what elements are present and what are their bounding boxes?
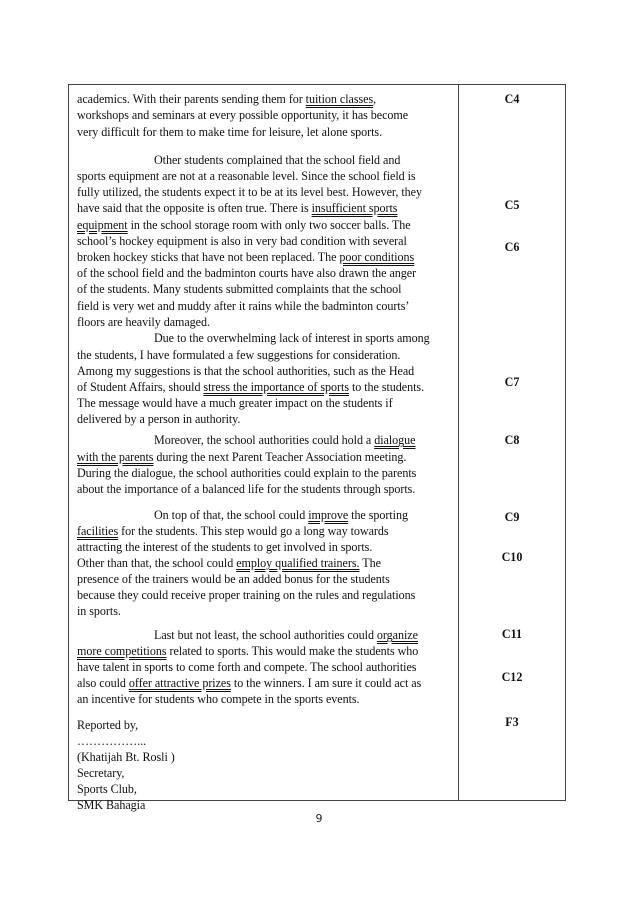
- criteria-code: F3: [505, 715, 519, 729]
- underlined-key-phrase: tuition classes: [305, 92, 374, 106]
- criteria-code: C4: [504, 92, 520, 106]
- text-line: [154, 330, 430, 346]
- text-line: [77, 749, 175, 765]
- text-line: [77, 691, 360, 707]
- text-segment: academics. With their parents sending them for: [77, 92, 306, 106]
- text-segment: in sports.: [77, 604, 121, 618]
- criteria-code: C11: [501, 627, 523, 641]
- text-line: [77, 200, 397, 216]
- marking-table: [68, 84, 566, 812]
- text-segment: have said that the opposite is often true. There is: [77, 201, 312, 215]
- text-segment: school’s hockey equipment is also in very bad condition with several: [77, 234, 407, 248]
- text-line: [154, 507, 408, 523]
- text-segment: Reported by,: [77, 718, 139, 732]
- text-line: [77, 314, 210, 330]
- text-segment: the students, I have formulated a few suggestions for consideration.: [77, 348, 401, 362]
- text-segment: Other students complained that the school field and: [154, 153, 401, 167]
- underlined-key-phrase: dialogue: [374, 433, 416, 447]
- underlined-key-phrase: offer attractive prizes: [128, 676, 231, 690]
- text-segment: field is very wet and muddy after it rains while the badminton courts’: [77, 299, 410, 313]
- text-line: [77, 571, 390, 587]
- underlined-key-phrase: employ qualified trainers.: [236, 556, 360, 570]
- text-line: [77, 587, 415, 603]
- text-segment: for the students. This step would go a long way towards: [118, 524, 389, 538]
- text-line: [77, 298, 409, 314]
- text-segment: The message would have a much greater impact on the students if: [77, 396, 393, 410]
- text-segment: On top of that, the school could: [154, 508, 309, 522]
- underlined-key-phrase: stress the importance of sports: [203, 380, 349, 394]
- text-line: [77, 363, 414, 379]
- text-line: [77, 168, 416, 184]
- text-segment: Due to the overwhelming lack of interest in sports among: [154, 331, 430, 345]
- text-line: [77, 603, 121, 619]
- text-line: [77, 781, 137, 797]
- text-line: [77, 395, 393, 411]
- underlined-key-phrase: more competitions: [77, 644, 167, 658]
- text-segment: SMK Bahagia: [77, 798, 146, 812]
- text-line: [77, 539, 372, 555]
- text-line: [77, 659, 416, 675]
- underlined-key-phrase: improve: [308, 508, 349, 522]
- criteria-code: C6: [504, 240, 520, 254]
- underlined-key-phrase: poor conditions: [339, 250, 415, 264]
- text-segment: attracting the interest of the students to get involved in sports.: [77, 540, 373, 554]
- text-segment: an incentive for students who compete in the sports events.: [77, 692, 360, 706]
- text-segment: fully utilized, the students expect it to be at its level best. However, they: [77, 185, 422, 199]
- text-segment: to the students.: [348, 380, 425, 394]
- text-segment: about the importance of a balanced life for the students through sports.: [77, 482, 416, 496]
- text-segment: Moreover, the school authorities could hold a: [154, 433, 375, 447]
- text-line: [77, 91, 376, 107]
- text-line: [77, 733, 146, 749]
- text-segment: of the students. Many students submitted complaints that the school: [77, 282, 402, 296]
- text-segment: of the school field and the badminton courts have also drawn the anger: [77, 266, 417, 280]
- underlined-key-phrase: with the parents: [77, 450, 154, 464]
- text-segment: presence of the trainers would be an added bonus for the students: [77, 572, 390, 586]
- text-segment: Other than that, the school could: [77, 556, 237, 570]
- text-line: [77, 449, 406, 465]
- text-line: [77, 481, 415, 497]
- underlined-key-phrase: facilities: [77, 524, 119, 538]
- text-line: [154, 432, 415, 448]
- text-segment: to the winners. I am sure it could act as: [230, 676, 422, 690]
- text-line: [77, 281, 402, 297]
- text-line: [77, 107, 408, 123]
- text-line: [154, 627, 418, 643]
- text-segment: also could: [77, 676, 129, 690]
- text-segment: delivered by a person in authority.: [77, 412, 241, 426]
- criteria-code: C10: [501, 550, 523, 564]
- criteria-code: C8: [504, 433, 520, 447]
- text-line: [77, 233, 407, 249]
- text-line: [77, 465, 416, 481]
- text-line: [77, 765, 124, 781]
- criteria-code: C9: [504, 510, 520, 524]
- text-segment: The: [359, 556, 381, 570]
- criteria-code: C7: [504, 375, 520, 389]
- text-line: [77, 347, 400, 363]
- text-segment: the sporting: [348, 508, 408, 522]
- text-segment: broken hockey sticks that have not been replaced. The: [77, 250, 340, 264]
- text-segment: Among my suggestions is that the school authorities, such as the Head: [77, 364, 415, 378]
- underlined-key-phrase: organize: [376, 628, 418, 642]
- text-segment: related to sports. This would make the students who: [166, 644, 419, 658]
- text-segment: ……………...: [77, 734, 147, 748]
- criteria-code: C12: [501, 670, 523, 684]
- underlined-key-phrase: equipment: [77, 218, 128, 232]
- text-line: [77, 217, 411, 233]
- text-line: [77, 555, 381, 571]
- text-line: [77, 379, 424, 395]
- text-line: [77, 411, 240, 427]
- text-segment: in the school storage room with only two soccer balls. The: [127, 218, 411, 232]
- text-segment: During the dialogue, the school authorities could explain to the parents: [77, 466, 417, 480]
- text-line: [77, 643, 418, 659]
- text-line: [77, 523, 389, 539]
- text-segment: (Khatijah Bt. Rosli ): [77, 750, 175, 764]
- text-line: [77, 249, 414, 265]
- text-segment: Last but not least, the school authorities could: [154, 628, 377, 642]
- text-segment: workshops and seminars at every possible opportunity, it has become: [77, 108, 409, 122]
- text-segment: Secretary,: [77, 766, 125, 780]
- text-segment: have talent in sports to come forth and compete. The school authorities: [77, 660, 417, 674]
- underlined-key-phrase: insufficient sports: [311, 201, 398, 215]
- text-line: [77, 184, 422, 200]
- criteria-code: C5: [504, 198, 520, 212]
- text-segment: very difficult for them to make time for leisure, let alone sports.: [77, 125, 383, 139]
- text-segment: because they could receive proper training on the rules and regulations: [77, 588, 416, 602]
- text-segment: ,: [373, 92, 377, 106]
- page-number: 9: [315, 812, 323, 825]
- text-segment: sports equipment are not at a reasonable level. Since the school field is: [77, 169, 416, 183]
- text-line: [77, 717, 138, 733]
- text-line: [154, 152, 400, 168]
- text-line: [77, 675, 421, 691]
- text-segment: Sports Club,: [77, 782, 137, 796]
- text-line: [77, 265, 416, 281]
- text-segment: during the next Parent Teacher Association meeting.: [153, 450, 407, 464]
- text-line: [77, 797, 145, 813]
- text-segment: floors are heavily damaged.: [77, 315, 210, 329]
- text-segment: of Student Affairs, should: [77, 380, 204, 394]
- text-line: [77, 124, 382, 140]
